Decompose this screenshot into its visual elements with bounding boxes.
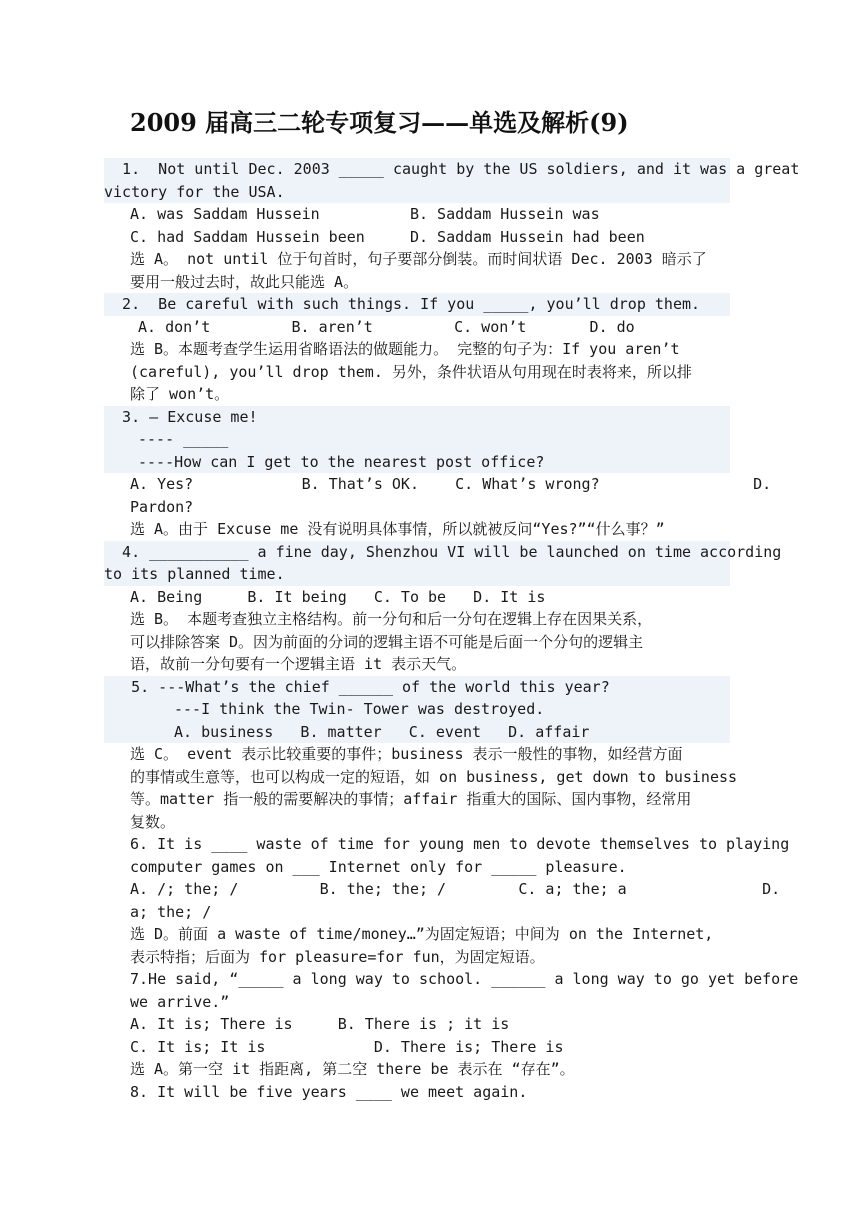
- text-line: we arrive.”: [130, 992, 230, 1011]
- text-line: 7.He said, “_____ a long way to school. ______ a long way to go yet before: [130, 970, 799, 988]
- text-line: computer games on ___ Internet only for _____ pleasure.: [130, 857, 627, 876]
- text-line: C. It is; It is D. There is; There is: [130, 1037, 564, 1056]
- text-line: A. /; the; / B. the; the; / C. a; the; a D.: [130, 880, 781, 898]
- text-line: 2. Be careful with such things. If you _____, you’ll drop them.: [104, 293, 730, 316]
- text-line: A. don’t B. aren’t C. won’t D. do: [138, 317, 635, 336]
- text-line: 选 B。本题考查学生运用省略语法的做题能力。 完整的句子为：If you aren’t: [130, 340, 680, 358]
- text-line: A. It is; There is B. There is ; it is: [130, 1015, 510, 1033]
- text-line: 复数。: [130, 812, 176, 831]
- text-line: 可以排除答案 D。因为前面的分词的逻辑主语不可能是后面一个分句的逻辑主: [130, 632, 644, 651]
- text-line: 选 B。 本题考查独立主格结构。前一分句和后一分句在逻辑上存在因果关系，: [130, 610, 653, 628]
- text-line: A. was Saddam Hussein B. Saddam Hussein was: [130, 205, 600, 223]
- text-line: Pardon?: [130, 497, 194, 516]
- text-line: 选 A。第一空 it 指距离, 第二空 there be 表示在 “存在”。: [130, 1060, 575, 1078]
- text-line: ---I think the Twin- Tower was destroyed.: [104, 698, 730, 721]
- text-line: to its planned time.: [104, 563, 730, 586]
- text-line: 等。matter 指一般的需要解决的事情；affair 指重大的国际、国内事物，经常用: [130, 790, 692, 808]
- text-line: A. business B. matter C. event D. affair: [104, 721, 730, 744]
- text-line: victory for the USA.: [104, 181, 730, 204]
- text-line: 8. It will be five years ____ we meet again.: [130, 1082, 528, 1101]
- text-line: A. Yes? B. That’s OK. C. What’s wrong? D.: [130, 475, 772, 493]
- text-line: ----How can I get to the nearest post office?: [104, 451, 730, 474]
- text-line: 选 A。 not until 位于句首时，句子要部分倒装。而时间状语 Dec. 2003 暗示了: [130, 250, 707, 268]
- text-line: A. Being B. It being C. To be D. It is: [130, 587, 546, 606]
- text-line: 选 A。由于 Excuse me 没有说明具体事情，所以就被反问“Yes?”“什么事？”: [130, 520, 665, 538]
- text-line: 3. — Excuse me!: [104, 406, 730, 429]
- text-line: 除了 won’t。: [130, 385, 230, 403]
- text-line: 5. ---What’s the chief ______ of the world this year?: [104, 676, 730, 699]
- text-line: 表示特指；后面为 for pleasure=for fun，为固定短语。: [130, 947, 545, 966]
- document-title: 2009 届高三二轮专项复习——单选及解析(9): [130, 108, 629, 137]
- text-line: (careful), you’ll drop them. 另外，条件状语从句用现在时表将来，所以排: [130, 362, 692, 381]
- text-line: 选 D。前面 a waste of time/money…”为固定短语；中间为 on the Internet,: [130, 925, 714, 943]
- text-line: 选 C。 event 表示比较重要的事件；business 表示一般性的事物，如经营方面: [130, 745, 683, 763]
- text-line: 6. It is ____ waste of time for young men to devote themselves to playing: [130, 835, 790, 853]
- text-line: 4. ___________ a fine day, Shenzhou VI will be launched on time according: [104, 541, 730, 564]
- text-line: C. had Saddam Hussein been D. Saddam Hussein had been: [130, 227, 645, 246]
- text-line: 1. Not until Dec. 2003 _____ caught by the US soldiers, and it was a great: [104, 158, 730, 181]
- text-line: ---- _____: [104, 428, 730, 451]
- document-body: [104, 158, 800, 1103]
- text-line: 的事情或生意等，也可以构成一定的短语，如 on business, get down to business: [130, 767, 738, 786]
- text-line: 语，故前一分句要有一个逻辑主语 it 表示天气。: [130, 655, 467, 673]
- text-line: 要用一般过去时，故此只能选 A。: [130, 272, 359, 291]
- text-line: a; the; /: [130, 902, 212, 921]
